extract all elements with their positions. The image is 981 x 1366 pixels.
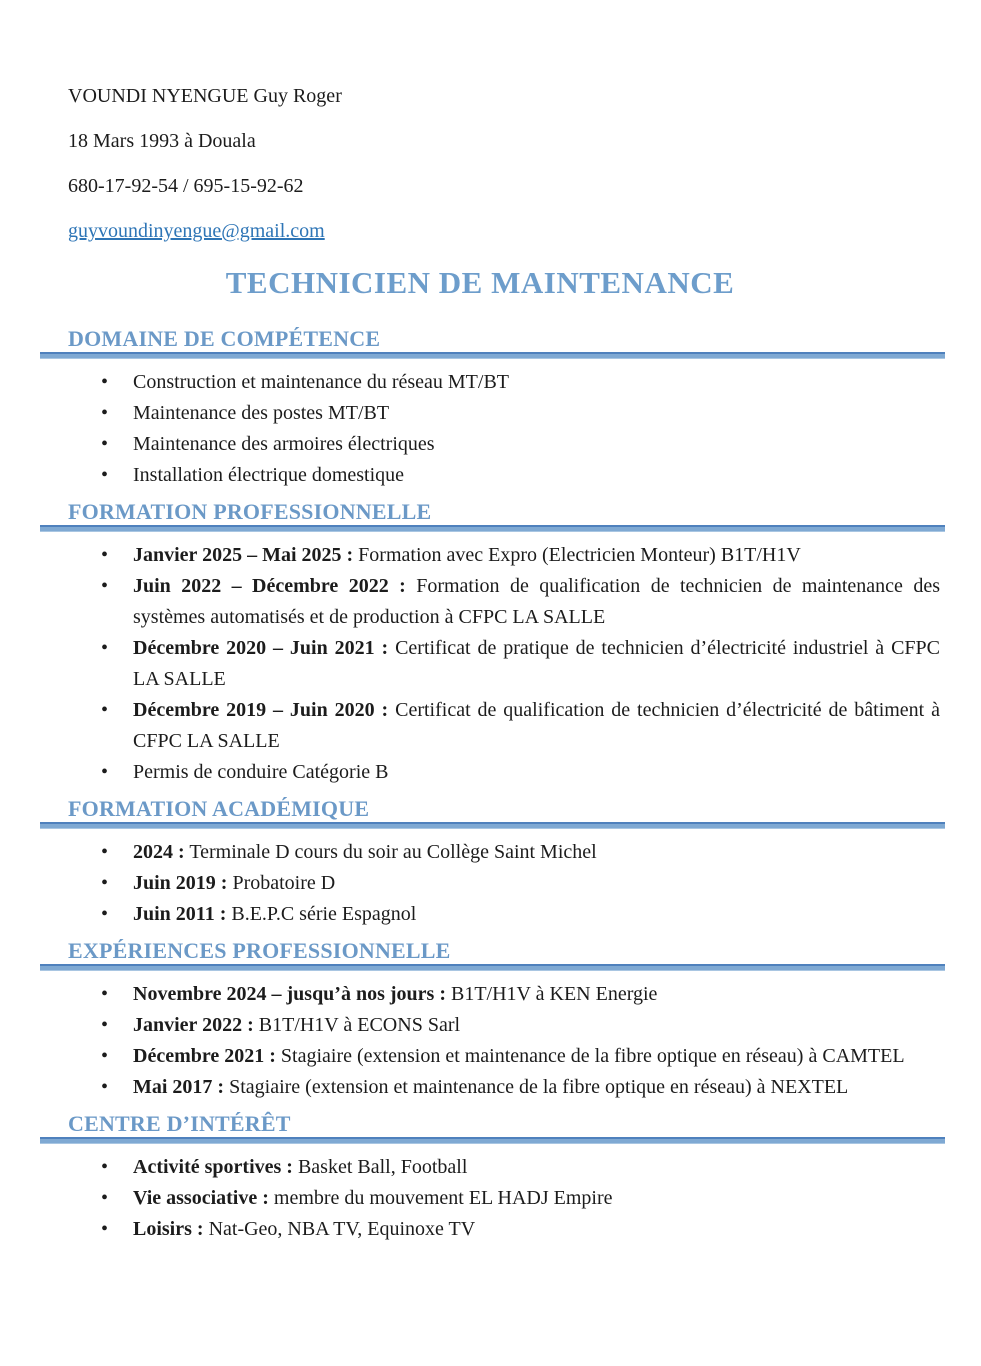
section-item-list: [68, 979, 940, 1103]
item-text: Stagiaire (extension et maintenance de la fibre optique en réseau) à CAMTEL: [280, 1045, 905, 1067]
section-rule: [40, 822, 945, 829]
list-item: [68, 1041, 940, 1072]
bullet-icon: •: [101, 699, 109, 721]
item-lead: Novembre 2024 – jusqu’à nos jours :: [133, 983, 446, 1005]
section-item-list: [68, 367, 940, 491]
bullet-icon: •: [101, 1156, 109, 1178]
bullet-icon: •: [101, 637, 109, 659]
item-lead: Décembre 2020 – Juin 2021 :: [133, 637, 389, 659]
section-rule: [40, 525, 945, 532]
item-text: Nat-Geo, NBA TV, Equinoxe TV: [208, 1218, 476, 1240]
list-item: [68, 398, 940, 429]
contact-email-line: [68, 221, 940, 241]
item-text: B1T/H1V à ECONS Sarl: [258, 1014, 461, 1036]
item-text: Certificat de pratique de technicien d’électricité industriel à CFPC LA SALLE: [133, 637, 940, 690]
bullet-icon: •: [101, 1014, 109, 1036]
list-item: [68, 1214, 940, 1245]
list-item: [68, 695, 940, 757]
section-rule: [40, 352, 945, 359]
section-experiences-professionnelle: [68, 940, 940, 1103]
item-text: B1T/H1V à KEN Energie: [450, 983, 658, 1005]
item-lead: Activité sportives :: [133, 1156, 293, 1178]
list-item: [68, 571, 940, 633]
item-lead: Décembre 2019 – Juin 2020 :: [133, 699, 389, 721]
section-formation-academique: [68, 798, 940, 930]
item-lead: Janvier 2025 – Mai 2025 :: [133, 544, 354, 566]
item-lead: Juin 2022 – Décembre 2022 :: [133, 575, 406, 597]
list-item: [68, 460, 940, 491]
item-text: Stagiaire (extension et maintenance de la fibre optique en réseau) à NEXTEL: [229, 1076, 849, 1098]
section-heading: DOMAINE DE COMPÉTENCE: [68, 326, 381, 351]
bullet-icon: •: [101, 1045, 109, 1067]
contact-block: [68, 86, 940, 241]
list-item: [68, 837, 940, 868]
list-item: [68, 899, 940, 930]
section-item-list: [68, 1152, 940, 1245]
list-item: [68, 367, 940, 398]
bullet-icon: •: [101, 841, 109, 863]
bullet-icon: •: [101, 983, 109, 1005]
item-lead: 2024 :: [133, 841, 185, 863]
item-text: Construction et maintenance du réseau MT/BT: [133, 371, 510, 393]
item-lead: Juin 2011 :: [133, 903, 227, 925]
bullet-icon: •: [101, 1218, 109, 1240]
item-text: Basket Ball, Football: [297, 1156, 468, 1178]
item-lead: Décembre 2021 :: [133, 1045, 276, 1067]
sections-container: [68, 328, 940, 1245]
bullet-icon: •: [101, 402, 109, 424]
bullet-icon: •: [101, 903, 109, 925]
item-text: Installation électrique domestique: [133, 464, 405, 486]
item-lead: Mai 2017 :: [133, 1076, 225, 1098]
bullet-icon: •: [101, 1076, 109, 1098]
list-item: [68, 540, 940, 571]
page-title: TECHNICIEN DE MAINTENANCE: [225, 265, 735, 300]
item-text: Certificat de qualification de technicien d’électricité de bâtiment à CFPC LA SALLE: [133, 699, 941, 752]
section-rule: [40, 964, 945, 971]
item-text: B.E.P.C série Espagnol: [231, 903, 417, 925]
list-item: [68, 633, 940, 695]
contact-phone: 680-17-92-54 / 695-15-92-62: [68, 175, 304, 197]
item-text: Formation avec Expro (Electricien Monteur) B1T/H1V: [358, 544, 801, 566]
section-heading: FORMATION PROFESSIONNELLE: [68, 499, 432, 524]
contact-email-link[interactable]: guyvoundinyengue@gmail.com: [68, 220, 325, 242]
list-item: [68, 868, 940, 899]
list-item: [68, 1152, 940, 1183]
item-lead: Vie associative :: [133, 1187, 269, 1209]
section-formation-professionnelle: [68, 501, 940, 788]
list-item: [68, 1072, 940, 1103]
list-item: [68, 1010, 940, 1041]
bullet-icon: •: [101, 371, 109, 393]
item-text: Maintenance des postes MT/BT: [133, 402, 390, 424]
bullet-icon: •: [101, 761, 109, 783]
bullet-icon: •: [101, 1187, 109, 1209]
item-lead: Loisirs :: [133, 1218, 204, 1240]
section-domaine-de-competence: [68, 328, 940, 491]
item-text: Formation de qualification de technicien de maintenance des systèmes automatisés et de production à CFPC LA SALLE: [133, 575, 941, 628]
section-heading: EXPÉRIENCES PROFESSIONNELLE: [68, 938, 451, 963]
section-item-list: [68, 540, 940, 788]
contact-birthdate: 18 Mars 1993 à Douala: [68, 130, 256, 152]
item-text: Permis de conduire Catégorie B: [133, 761, 389, 783]
bullet-icon: •: [101, 575, 109, 597]
item-lead: Janvier 2022 :: [133, 1014, 254, 1036]
contact-name: VOUNDI NYENGUE Guy Roger: [68, 85, 342, 107]
section-rule: [40, 1137, 945, 1144]
list-item: [68, 757, 940, 788]
section-heading: FORMATION ACADÉMIQUE: [68, 796, 370, 821]
bullet-icon: •: [101, 464, 109, 486]
item-text: membre du mouvement EL HADJ Empire: [273, 1187, 613, 1209]
list-item: [68, 1183, 940, 1214]
section-heading: CENTRE D’INTÉRÊT: [68, 1111, 291, 1136]
item-text: Maintenance des armoires électriques: [133, 433, 435, 455]
bullet-icon: •: [101, 872, 109, 894]
item-lead: Juin 2019 :: [133, 872, 228, 894]
section-centre-dinteret: [68, 1113, 940, 1245]
item-text: Terminale D cours du soir au Collège Saint Michel: [189, 841, 597, 863]
bullet-icon: •: [101, 433, 109, 455]
list-item: [68, 979, 940, 1010]
list-item: [68, 429, 940, 460]
section-item-list: [68, 837, 940, 930]
item-text: Probatoire D: [232, 872, 336, 894]
bullet-icon: •: [101, 544, 109, 566]
